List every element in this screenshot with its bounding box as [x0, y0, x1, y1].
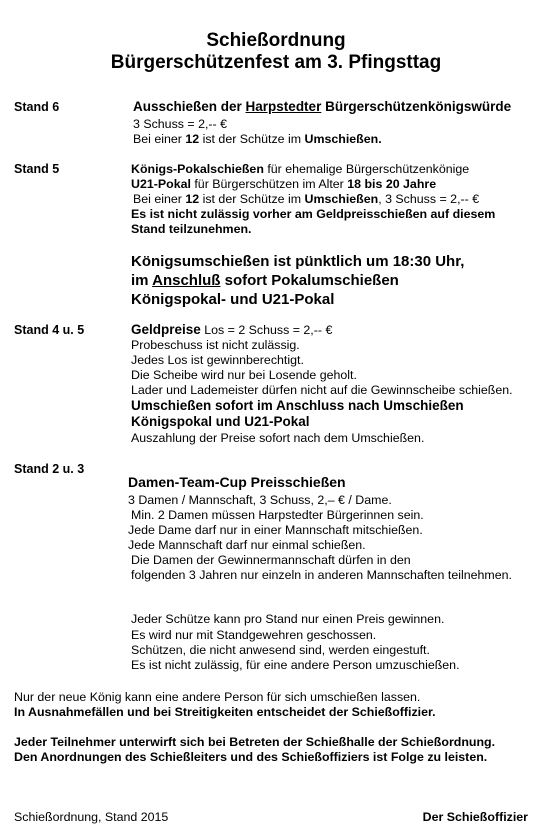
stand45-line6: Umschießen sofort im Anschluss nach Umschießen	[131, 398, 464, 413]
stand6-line1: 3 Schuss = 2,-- €	[133, 117, 228, 131]
stand5-line2: U21-Pokal für Bürgerschützen im Alter 18 bis 20 Jahre	[131, 177, 437, 191]
stand45-line4: Die Scheibe wird nur bei Losende geholt.	[131, 368, 357, 382]
stand45-line8: Auszahlung der Preise sofort nach dem Umschießen.	[131, 431, 425, 445]
document-title-line2: Bürgerschützenfest am 3. Pfingsttag	[110, 52, 442, 73]
stand23-line4: Jede Mannschaft darf nur einmal schießen.	[128, 538, 366, 552]
rule-item: Jeder Schütze kann pro Stand nur einen Preis gewinnen.	[131, 612, 445, 626]
stand23-line2: Min. 2 Damen müssen Harpstedter Bürgerinnen sein.	[131, 508, 424, 522]
note-line2: In Ausnahmefällen und bei Streitigkeiten entscheidet der Schießoffizier.	[14, 705, 436, 719]
note-line3: Jeder Teilnehmer unterwirft sich bei Betreten der Schießhalle der Schießordnung.	[14, 735, 496, 749]
stand45-line5: Lader und Lademeister dürfen nicht auf die Gewinnscheibe schießen.	[131, 383, 513, 397]
stand6-label: Stand 6	[14, 100, 60, 114]
document-title-line1: Schießordnung	[206, 30, 346, 51]
stand45-line1: Geldpreise Los = 2 Schuss = 2,-- €	[131, 322, 333, 337]
stand23-line6: folgenden 3 Jahren nur einzeln in anderen Mannschaften teilnehmen.	[131, 568, 512, 582]
stand5-label: Stand 5	[14, 162, 60, 176]
stand45-label: Stand 4 u. 5	[14, 323, 85, 337]
stand23-line5: Die Damen der Gewinnermannschaft dürfen in den	[131, 553, 411, 567]
announcement-line3: Königspokal- und U21-Pokal	[131, 291, 335, 308]
stand6-line2: Bei einer 12 ist der Schütze im Umschießen.	[133, 132, 382, 146]
note-line4: Den Anordnungen des Schießleiters und des Schießoffiziers ist Folge zu leisten.	[14, 750, 488, 764]
announcement-line2: im Anschluß sofort Pokalumschießen	[131, 272, 399, 289]
rule-item: Schützen, die nicht anwesend sind, werden eingestuft.	[131, 643, 430, 657]
stand6-heading: Ausschießen der Harpstedter Bürgerschützenkönigswürde	[133, 99, 512, 114]
announcement-line1: Königsumschießen ist pünktlich um 18:30 Uhr,	[131, 253, 465, 270]
stand23-line1: 3 Damen / Mannschaft, 3 Schuss, 2,– € / Dame.	[128, 493, 392, 507]
note-line1: Nur der neue König kann eine andere Person für sich umschießen lassen.	[14, 690, 421, 704]
stand23-line3: Jede Dame darf nur in einer Mannschaft mitschießen.	[128, 523, 423, 537]
rule-item: Es ist nicht zulässig, für eine andere Person umzuschießen.	[131, 658, 460, 672]
stand5-line3: Bei einer 12 ist der Schütze im Umschießen, 3 Schuss = 2,-- €	[133, 192, 480, 206]
rule-item: Es wird nur mit Standgewehren geschossen.	[131, 628, 377, 642]
stand5-line1: Königs-Pokalschießen für ehemalige Bürgerschützenkönige	[131, 162, 470, 176]
stand5-line4: Es ist nicht zulässig vorher am Geldpreisschießen auf diesem	[131, 207, 496, 221]
stand23-heading: Damen-Team-Cup Preisschießen	[128, 474, 346, 490]
footer-right: Der Schießoffizier	[422, 810, 528, 824]
stand45-line3: Jedes Los ist gewinnberechtigt.	[131, 353, 304, 367]
stand45-line7: Königspokal und U21-Pokal	[131, 414, 310, 429]
footer-left: Schießordnung, Stand 2015	[14, 810, 169, 824]
stand23-label: Stand 2 u. 3	[14, 462, 85, 476]
stand5-line5: Stand teilzunehmen.	[131, 222, 252, 236]
stand45-line2: Probeschuss ist nicht zulässig.	[131, 338, 300, 352]
